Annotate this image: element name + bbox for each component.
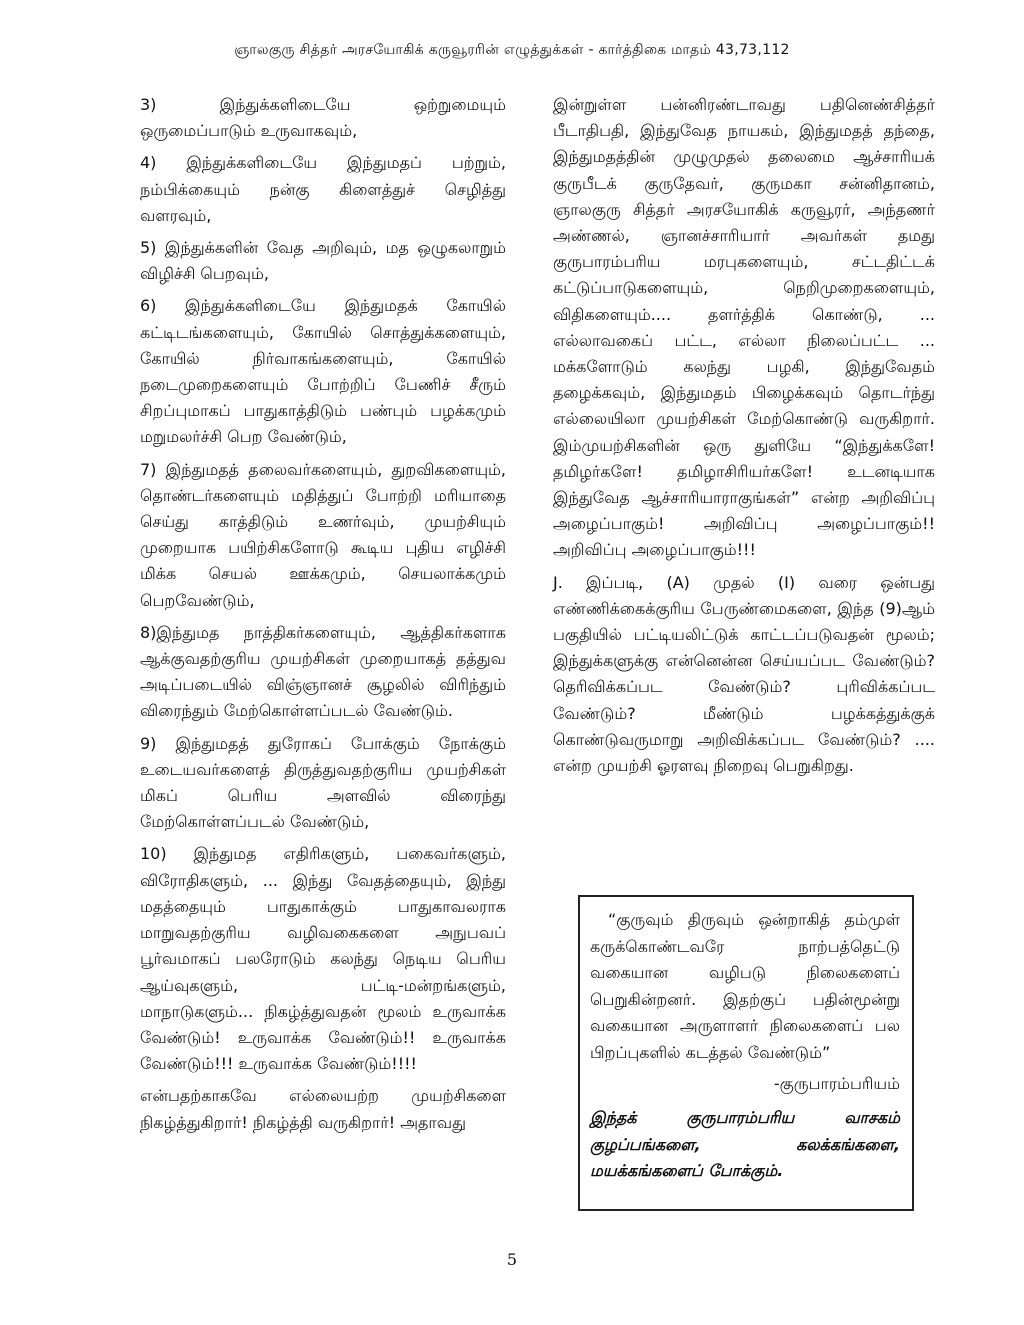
left-paragraph-5: 5) இந்துக்களின் வேத அறிவும், மத ஒழுகலாறும் விழிச்சி பெறவும், xyxy=(140,238,506,284)
left-paragraph-8: 8)இந்துமத நாத்திகர்களையும், ஆத்திகர்களாக ஆக்குவதற்குரிய முயற்சிகள் முறையாகத் தத்துவ அடிப்படையில் விஞ்ஞானச் சூழலில் விரிந்தும் விரைந்தும் மேற்கொள்ளப்படல் வேண்டும். xyxy=(140,622,506,721)
left-paragraph-6: 6) இந்துக்களிடையே இந்துமதக் கோயில் கட்டிடங்களையும், கோயில் சொத்துக்களையும், கோயில் நிர்வாகங்களையும், கோயில் நடைமுறைகளையும் போற்றிப் பேணிச் சீரும் சிறப்புமாகப் பாதுகாத்திடும் பண்பும் பழக்கமும் மறுமலர்ச்சி பெற வேண்டும், xyxy=(140,296,506,447)
left-paragraph-3: 3) இந்துக்களிடையே ஒற்றுமையும் ஒருமைப்பாடும் உருவாகவும், xyxy=(140,95,506,141)
left-paragraph-7: 7) இந்துமதத் தலைவர்களையும், துறவிகளையும், தொண்டர்களையும் மதித்துப் போற்றி மரியாதை செய்து காத்திடும் உணர்வும், முயற்சியும் முறையாக பயிற்சிகளோடு கூடிய புதிய எழிச்சி மிக்க செயல் ஊக்கமும், செயலாக்கமும் பெறவேண்டும், xyxy=(140,459,506,610)
quote-box xyxy=(578,895,914,1211)
right-paragraph-intro: இன்றுள்ள பன்னிரண்டாவது பதினெண்சித்தர் பீடாதிபதி, இந்துவேத நாயகம், இந்துமதத் தந்தை, இந்துமதத்தின் முழுமுதல் தலைமை ஆச்சாரியக் குருபீடக் குருதேவர், குருமகா சன்னிதானம், ஞாலகுரு சித்தர் அரசயோகிக் கருவூரர், அந்தணர் அண்ணல், ஞானச்சாரியார் அவர்கள் தமது குருபாரம்பரிய மரபுகளையும், சட்டதிட்டக் கட்டுப்பாடுகளையும், நெறிமுறைகளையும், விதிகளையும்.... தளர்த்திக் கொண்டு, ... எல்லாவகைப் பட்ட, எல்லா நிலைப்பட்ட ... மக்களோடும் கலந்து பழகி, இந்துவேதம் தழைக்கவும், இந்துமதம் பிழைக்கவும் தொடர்ந்து எல்லையிலா முயற்சிகள் மேற்கொண்டு வருகிறார். இம்முயற்சிகளின் ஒரு துளியே “இந்துக்களே! தமிழர்களே! தமிழாசிரியர்களே! உடனடியாக இந்துவேத ஆச்சாரியாராகுங்கள்” என்ற அறிவிப்பு அழைப்பாகும்! அறிவிப்பு அழைப்பாகும்!! அறிவிப்பு அழைப்பாகும்!!! xyxy=(553,95,935,560)
left-paragraph-10: 10) இந்துமத எதிரிகளும், பகைவர்களும், விரோதிகளும், ... இந்து வேதத்தையும், இந்து மதத்தையும் பாதுகாக்கும் பாதுகாவலராக மாறுவதற்குரிய வழிவகைகளை அநுபவப் பூர்வமாகப் பலரோடும் கலந்து நெடிய பெரிய ஆய்வுகளும், பட்டி-மன்றங்களும், மாநாடுகளும்... நிகழ்த்துவதன் மூலம் உருவாக்க வேண்டும்! உருவாக்க வேண்டும்!! உருவாக்க வேண்டும்!!! உருவாக்க வேண்டும்!!!! xyxy=(140,844,506,1074)
right-paragraph-j: J. இப்படி, (A) முதல் (I) வரை ஒன்பது எண்ணிக்கைக்குரிய பேருண்மைகளை, இந்த (9)ஆம் பகுதியில் பட்டியலிட்டுக் காட்டப்படுவதன் மூலம்; இந்துக்களுக்கு என்னென்ன செய்யப்பட வேண்டும்? தெரிவிக்கப்பட வேண்டும்? புரிவிக்கப்பட வேண்டும்? மீண்டும் பழக்கத்துக்குக் கொண்டுவருமாறு அறிவிக்கப்பட வேண்டும்? .... என்ற முயற்சி ஓரளவு நிறைவு பெறுகிறது. xyxy=(553,572,935,776)
quote-note: இந்தக் குருபாரம்பரிய வாசகம் குழப்பங்களை, கலக்கங்களை, மயக்கங்களைப் போக்கும். xyxy=(590,1108,900,1181)
left-paragraph-closing: என்பதற்காகவே எல்லையற்ற முயற்சிகளை நிகழ்த்துகிறார்! நிகழ்த்தி வருகிறார்! அதாவது xyxy=(140,1086,506,1132)
left-column xyxy=(140,92,506,1140)
right-column xyxy=(553,92,935,785)
left-paragraph-9: 9) இந்துமதத் துரோகப் போக்கும் நோக்கும் உடையவர்களைத் திருத்துவதற்குரிய முயற்சிகள் மிகப் பெரிய அளவில் விரைந்து மேற்கொள்ளப்படல் வேண்டும், xyxy=(140,733,506,832)
left-paragraph-4: 4) இந்துக்களிடையே இந்துமதப் பற்றும், நம்பிக்கையும் நன்கு கிளைத்துச் செழித்து வளரவும், xyxy=(140,153,506,225)
quote-attribution: -குருபாரம்பரியம் xyxy=(773,1073,900,1093)
page-header: ஞாலகுரு சித்தர் அரசயோகிக் கருவூரரின் எழுத்துக்கள் - கார்த்திகை மாதம் 43,73,112 xyxy=(234,42,790,58)
quote-text: “குருவும் திருவும் ஒன்றாகித் தம்முள் கருக்கொண்டவரே நாற்பத்தெட்டு வகையான வழிபடு நிலைகளைப் பெறுகின்றனர். இதற்குப் பதின்மூன்று வகையான அருளாளர் நிலைகளைப் பல பிறப்புகளில் கடத்தல் வேண்டும்” xyxy=(590,910,900,1062)
page-number: 5 xyxy=(506,1250,518,1269)
